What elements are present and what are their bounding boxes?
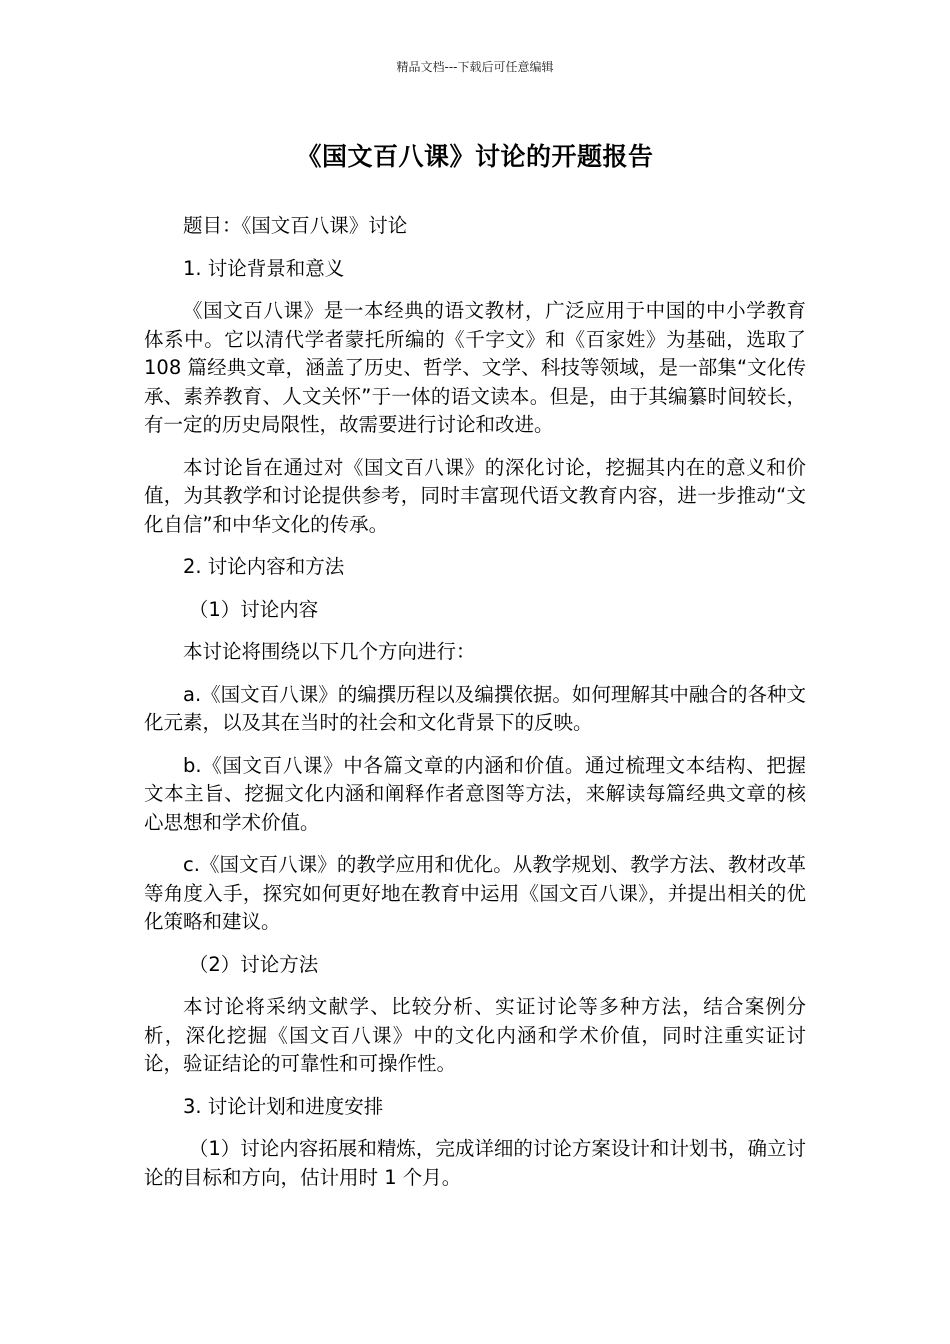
content-item-c: c.《国文百八课》的教学应用和优化。从教学规划、教学方法、教材改革等角度入手，探究如何更好地在教育中运用《国文百八课》，并提出相关的优化策略和建议。 [144, 853, 806, 933]
subheading-method: （2）讨论方法 [188, 952, 319, 976]
content-intro: 本讨论将围绕以下几个方向进行： [183, 640, 476, 663]
section-heading-background: 1. 讨论背景和意义 [183, 256, 345, 280]
section-heading-plan: 3. 讨论计划和进度安排 [183, 1094, 384, 1118]
subheading-content: （1）讨论内容 [188, 597, 319, 621]
method-paragraph: 本讨论将采纳文献学、比较分析、实证讨论等多种方法，结合案例分析，深化挖掘《国文百八课》中的文化内涵和学术价值，同时注重实证讨论，验证结论的可靠性和可操作性。 [144, 995, 806, 1075]
section-heading-content-method: 2. 讨论内容和方法 [183, 555, 345, 578]
topic-line: 题目：《国文百八课》讨论 [183, 214, 408, 237]
purpose-paragraph: 本讨论旨在通过对《国文百八课》的深化讨论，挖掘其内在的意义和价值，为其教学和讨论提供参考，同时丰富现代语文教育内容，进一步推动“文化自信”和中华文化的传承。 [144, 455, 806, 536]
background-paragraph: 《国文百八课》是一本经典的语文教材，广泛应用于中国的中小学教育体系中。它以清代学者蒙托所编的《千字文》和《百家姓》为基础，选取了 108 篇经典文章，涵盖了历史、哲学、文学、科技等领域，是一部集“文化传承、素养教育、人文关怀”于一体的语文读本。但是，由于其编纂时间较长，有一定的历史局限性，故需要进行讨论和改进。 [144, 299, 806, 436]
document-title: 《国文百八课》讨论的开题报告 [296, 142, 654, 171]
document-body [144, 212, 806, 1206]
plan-item-1: （1）讨论内容拓展和精炼，完成详细的讨论方案设计和计划书，确立讨论的目标和方向，估计用时 1 个月。 [144, 1137, 806, 1189]
content-item-a: a.《国文百八课》的编撰历程以及编撰依据。如何理解其中融合的各种文化元素，以及其在当时的社会和文化背景下的反映。 [144, 682, 806, 734]
content-item-b: b.《国文百八课》中各篇文章的内涵和价值。通过梳理文本结构、把握文本主旨、挖掘文化内涵和阐释作者意图等方法，来解读每篇经典文章的核心思想和学术价值。 [144, 753, 806, 834]
page-header: 精品文档---下载后可任意编辑 [396, 60, 554, 74]
